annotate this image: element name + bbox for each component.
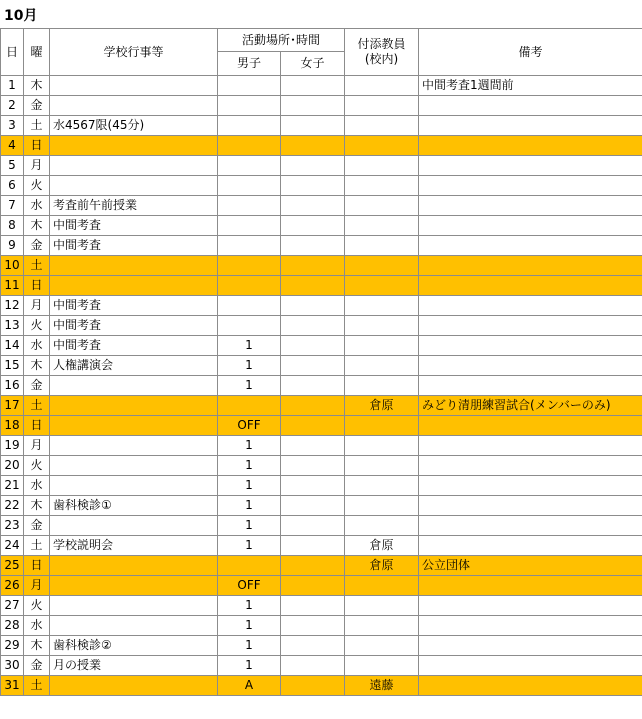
cell-boys[interactable] xyxy=(218,156,281,176)
cell-day[interactable]: 16 xyxy=(1,376,24,396)
cell-event[interactable]: 学校説明会 xyxy=(50,536,218,556)
cell-day[interactable]: 3 xyxy=(1,116,24,136)
cell-note[interactable] xyxy=(419,596,642,616)
cell-event[interactable]: 中間考査 xyxy=(50,236,218,256)
table-row xyxy=(1,656,642,676)
cell-event[interactable]: 歯科検診① xyxy=(50,496,218,516)
table-row xyxy=(1,76,642,96)
cell-boys[interactable] xyxy=(218,316,281,336)
cell-girls[interactable] xyxy=(281,416,345,436)
cell-girls[interactable] xyxy=(281,276,345,296)
cell-boys[interactable] xyxy=(218,96,281,116)
cell-note[interactable]: 中間考査1週間前 xyxy=(419,76,642,96)
cell-girls[interactable] xyxy=(281,496,345,516)
cell-event[interactable]: 水4567限(45分) xyxy=(50,116,218,136)
cell-staff[interactable] xyxy=(345,176,419,196)
cell-staff[interactable]: 倉原 xyxy=(345,556,419,576)
header-notes: 備考 xyxy=(419,29,642,76)
cell-staff[interactable] xyxy=(345,456,419,476)
cell-day[interactable]: 5 xyxy=(1,156,24,176)
cell-boys[interactable]: 1 xyxy=(218,456,281,476)
cell-day[interactable]: 21 xyxy=(1,476,24,496)
cell-staff[interactable]: 遠藤 xyxy=(345,676,419,696)
cell-day[interactable]: 22 xyxy=(1,496,24,516)
cell-girls[interactable] xyxy=(281,136,345,156)
cell-note[interactable] xyxy=(419,476,642,496)
cell-staff[interactable]: 倉原 xyxy=(345,396,419,416)
cell-day[interactable]: 26 xyxy=(1,576,24,596)
cell-note[interactable] xyxy=(419,136,642,156)
cell-day[interactable]: 23 xyxy=(1,516,24,536)
header-boys: 男子 xyxy=(218,52,281,76)
cell-day[interactable]: 30 xyxy=(1,656,24,676)
table-row xyxy=(1,376,642,396)
cell-event[interactable] xyxy=(50,616,218,636)
cell-staff[interactable] xyxy=(345,316,419,336)
table-row xyxy=(1,356,642,376)
cell-event[interactable] xyxy=(50,576,218,596)
table-row xyxy=(1,216,642,236)
cell-day[interactable]: 31 xyxy=(1,676,24,696)
cell-weekday[interactable]: 金 xyxy=(24,376,50,396)
cell-weekday[interactable]: 日 xyxy=(24,556,50,576)
cell-day[interactable]: 14 xyxy=(1,336,24,356)
cell-note[interactable] xyxy=(419,356,642,376)
cell-note[interactable] xyxy=(419,656,642,676)
cell-note[interactable] xyxy=(419,256,642,276)
cell-weekday[interactable]: 水 xyxy=(24,336,50,356)
table-row xyxy=(1,156,642,176)
table-row xyxy=(1,536,642,556)
table-row xyxy=(1,116,642,136)
table-row xyxy=(1,396,642,416)
cell-event[interactable] xyxy=(50,516,218,536)
cell-day[interactable]: 12 xyxy=(1,296,24,316)
table-row xyxy=(1,276,642,296)
cell-staff[interactable] xyxy=(345,336,419,356)
cell-girls[interactable] xyxy=(281,636,345,656)
cell-event[interactable] xyxy=(50,256,218,276)
cell-weekday[interactable]: 金 xyxy=(24,516,50,536)
header-staff-line2: (校内) xyxy=(364,52,399,66)
cell-boys[interactable]: 1 xyxy=(218,356,281,376)
cell-note[interactable] xyxy=(419,436,642,456)
table-row xyxy=(1,556,642,576)
cell-staff[interactable] xyxy=(345,256,419,276)
cell-girls[interactable] xyxy=(281,616,345,636)
cell-note[interactable] xyxy=(419,496,642,516)
cell-staff[interactable]: 倉原 xyxy=(345,536,419,556)
cell-staff[interactable] xyxy=(345,516,419,536)
cell-note[interactable] xyxy=(419,516,642,536)
cell-weekday[interactable]: 木 xyxy=(24,356,50,376)
cell-day[interactable]: 10 xyxy=(1,256,24,276)
cell-event[interactable] xyxy=(50,136,218,156)
table-row xyxy=(1,316,642,336)
cell-day[interactable]: 7 xyxy=(1,196,24,216)
month-title: 10月 xyxy=(4,8,38,24)
cell-event[interactable] xyxy=(50,376,218,396)
cell-staff[interactable] xyxy=(345,116,419,136)
cell-event[interactable]: 中間考査 xyxy=(50,216,218,236)
cell-staff[interactable] xyxy=(345,216,419,236)
cell-event[interactable]: 考査前午前授業 xyxy=(50,196,218,216)
cell-boys[interactable] xyxy=(218,556,281,576)
cell-girls[interactable] xyxy=(281,116,345,136)
cell-day[interactable]: 20 xyxy=(1,456,24,476)
cell-day[interactable]: 27 xyxy=(1,596,24,616)
cell-event[interactable]: 中間考査 xyxy=(50,336,218,356)
cell-staff[interactable] xyxy=(345,616,419,636)
table-row xyxy=(1,436,642,456)
cell-girls[interactable] xyxy=(281,516,345,536)
table-row xyxy=(1,336,642,356)
cell-girls[interactable] xyxy=(281,216,345,236)
cell-note[interactable] xyxy=(419,156,642,176)
cell-event[interactable] xyxy=(50,276,218,296)
cell-boys[interactable] xyxy=(218,76,281,96)
cell-boys[interactable]: 1 xyxy=(218,476,281,496)
cell-girls[interactable] xyxy=(281,656,345,676)
cell-note[interactable]: 公立団体 xyxy=(419,556,642,576)
cell-weekday[interactable]: 月 xyxy=(24,296,50,316)
cell-weekday[interactable]: 月 xyxy=(24,576,50,596)
cell-note[interactable] xyxy=(419,196,642,216)
cell-event[interactable]: 中間考査 xyxy=(50,316,218,336)
cell-event[interactable] xyxy=(50,676,218,696)
cell-note[interactable] xyxy=(419,676,642,696)
cell-weekday[interactable]: 金 xyxy=(24,96,50,116)
cell-event[interactable] xyxy=(50,416,218,436)
cell-girls[interactable] xyxy=(281,176,345,196)
table-row xyxy=(1,96,642,116)
cell-day[interactable]: 18 xyxy=(1,416,24,436)
cell-day[interactable]: 19 xyxy=(1,436,24,456)
cell-event[interactable] xyxy=(50,476,218,496)
cell-event[interactable]: 歯科検診② xyxy=(50,636,218,656)
cell-staff[interactable] xyxy=(345,636,419,656)
cell-event[interactable] xyxy=(50,456,218,476)
cell-staff[interactable] xyxy=(345,156,419,176)
cell-girls[interactable] xyxy=(281,336,345,356)
cell-day[interactable]: 6 xyxy=(1,176,24,196)
cell-staff[interactable] xyxy=(345,296,419,316)
cell-boys[interactable] xyxy=(218,196,281,216)
header-staff xyxy=(345,29,419,76)
cell-staff[interactable] xyxy=(345,596,419,616)
table-row xyxy=(1,636,642,656)
cell-weekday[interactable]: 金 xyxy=(24,236,50,256)
cell-note[interactable] xyxy=(419,116,642,136)
cell-weekday[interactable]: 土 xyxy=(24,676,50,696)
cell-note[interactable] xyxy=(419,576,642,596)
table-row xyxy=(1,296,642,316)
cell-staff[interactable] xyxy=(345,136,419,156)
cell-event[interactable]: 人権講演会 xyxy=(50,356,218,376)
cell-girls[interactable] xyxy=(281,676,345,696)
cell-weekday[interactable]: 日 xyxy=(24,416,50,436)
table-row xyxy=(1,496,642,516)
cell-girls[interactable] xyxy=(281,96,345,116)
table-row xyxy=(1,476,642,496)
cell-day[interactable]: 4 xyxy=(1,136,24,156)
cell-weekday[interactable]: 日 xyxy=(24,136,50,156)
cell-note[interactable] xyxy=(419,336,642,356)
cell-girls[interactable] xyxy=(281,156,345,176)
cell-boys[interactable] xyxy=(218,296,281,316)
cell-staff[interactable] xyxy=(345,356,419,376)
table-row xyxy=(1,456,642,476)
cell-note[interactable] xyxy=(419,176,642,196)
cell-weekday[interactable]: 土 xyxy=(24,536,50,556)
cell-boys[interactable] xyxy=(218,216,281,236)
cell-staff[interactable] xyxy=(345,276,419,296)
cell-weekday[interactable]: 木 xyxy=(24,636,50,656)
cell-staff[interactable] xyxy=(345,416,419,436)
title-row xyxy=(0,0,642,28)
cell-note[interactable] xyxy=(419,276,642,296)
table-row xyxy=(1,176,642,196)
cell-boys[interactable] xyxy=(218,256,281,276)
cell-event[interactable]: 中間考査 xyxy=(50,296,218,316)
cell-boys[interactable]: 1 xyxy=(218,596,281,616)
cell-boys[interactable] xyxy=(218,276,281,296)
cell-boys[interactable]: 1 xyxy=(218,336,281,356)
cell-boys[interactable] xyxy=(218,176,281,196)
cell-girls[interactable] xyxy=(281,476,345,496)
cell-note[interactable] xyxy=(419,296,642,316)
cell-weekday[interactable]: 土 xyxy=(24,256,50,276)
cell-weekday[interactable]: 日 xyxy=(24,276,50,296)
cell-staff[interactable] xyxy=(345,476,419,496)
cell-girls[interactable] xyxy=(281,76,345,96)
cell-boys[interactable]: 1 xyxy=(218,656,281,676)
cell-weekday[interactable]: 金 xyxy=(24,656,50,676)
cell-boys[interactable]: 1 xyxy=(218,516,281,536)
cell-event[interactable] xyxy=(50,156,218,176)
cell-boys[interactable]: 1 xyxy=(218,536,281,556)
cell-event[interactable] xyxy=(50,556,218,576)
cell-day[interactable]: 29 xyxy=(1,636,24,656)
header-weekday: 曜 xyxy=(24,29,50,76)
table-row xyxy=(1,516,642,536)
cell-weekday[interactable]: 火 xyxy=(24,176,50,196)
cell-day[interactable]: 11 xyxy=(1,276,24,296)
cell-boys[interactable] xyxy=(218,236,281,256)
cell-note[interactable] xyxy=(419,376,642,396)
cell-weekday[interactable]: 土 xyxy=(24,396,50,416)
cell-girls[interactable] xyxy=(281,376,345,396)
table-row xyxy=(1,196,642,216)
cell-day[interactable]: 1 xyxy=(1,76,24,96)
cell-boys[interactable]: 1 xyxy=(218,436,281,456)
cell-event[interactable] xyxy=(50,396,218,416)
cell-weekday[interactable]: 水 xyxy=(24,616,50,636)
cell-girls[interactable] xyxy=(281,256,345,276)
cell-boys[interactable]: 1 xyxy=(218,376,281,396)
cell-girls[interactable] xyxy=(281,456,345,476)
cell-weekday[interactable]: 月 xyxy=(24,436,50,456)
cell-day[interactable]: 8 xyxy=(1,216,24,236)
cell-note[interactable] xyxy=(419,536,642,556)
cell-staff[interactable] xyxy=(345,496,419,516)
table-body xyxy=(1,76,642,696)
cell-boys[interactable]: 1 xyxy=(218,616,281,636)
cell-boys[interactable]: A xyxy=(218,676,281,696)
cell-boys[interactable]: OFF xyxy=(218,416,281,436)
cell-girls[interactable] xyxy=(281,236,345,256)
cell-note[interactable] xyxy=(419,456,642,476)
cell-boys[interactable]: 1 xyxy=(218,636,281,656)
cell-event[interactable] xyxy=(50,436,218,456)
cell-girls[interactable] xyxy=(281,576,345,596)
cell-girls[interactable] xyxy=(281,596,345,616)
cell-note[interactable] xyxy=(419,616,642,636)
cell-girls[interactable] xyxy=(281,396,345,416)
cell-note[interactable] xyxy=(419,216,642,236)
table-row xyxy=(1,676,642,696)
cell-event[interactable] xyxy=(50,76,218,96)
cell-weekday[interactable]: 土 xyxy=(24,116,50,136)
cell-staff[interactable] xyxy=(345,576,419,596)
cell-day[interactable]: 15 xyxy=(1,356,24,376)
cell-weekday[interactable]: 火 xyxy=(24,316,50,336)
cell-girls[interactable] xyxy=(281,436,345,456)
cell-day[interactable]: 28 xyxy=(1,616,24,636)
cell-boys[interactable] xyxy=(218,116,281,136)
cell-boys[interactable] xyxy=(218,136,281,156)
cell-girls[interactable] xyxy=(281,196,345,216)
cell-day[interactable]: 24 xyxy=(1,536,24,556)
cell-note[interactable] xyxy=(419,416,642,436)
cell-staff[interactable] xyxy=(345,76,419,96)
cell-event[interactable]: 月の授業 xyxy=(50,656,218,676)
header-activity: 活動場所･時間 xyxy=(218,29,345,52)
cell-event[interactable] xyxy=(50,176,218,196)
cell-weekday[interactable]: 月 xyxy=(24,156,50,176)
cell-boys[interactable]: OFF xyxy=(218,576,281,596)
cell-staff[interactable] xyxy=(345,436,419,456)
cell-boys[interactable] xyxy=(218,396,281,416)
cell-event[interactable] xyxy=(50,96,218,116)
cell-girls[interactable] xyxy=(281,556,345,576)
cell-weekday[interactable]: 火 xyxy=(24,596,50,616)
cell-event[interactable] xyxy=(50,596,218,616)
cell-day[interactable]: 17 xyxy=(1,396,24,416)
table-row xyxy=(1,576,642,596)
cell-staff[interactable] xyxy=(345,656,419,676)
cell-note[interactable] xyxy=(419,96,642,116)
cell-day[interactable]: 2 xyxy=(1,96,24,116)
cell-staff[interactable] xyxy=(345,96,419,116)
cell-staff[interactable] xyxy=(345,376,419,396)
header-event: 学校行事等 xyxy=(50,29,218,76)
table-row xyxy=(1,236,642,256)
cell-weekday[interactable]: 水 xyxy=(24,196,50,216)
cell-weekday[interactable]: 火 xyxy=(24,456,50,476)
table-header xyxy=(1,29,642,76)
cell-weekday[interactable]: 木 xyxy=(24,76,50,96)
table-row xyxy=(1,136,642,156)
table-row xyxy=(1,596,642,616)
cell-girls[interactable] xyxy=(281,316,345,336)
table-row xyxy=(1,256,642,276)
cell-day[interactable]: 25 xyxy=(1,556,24,576)
cell-girls[interactable] xyxy=(281,536,345,556)
cell-staff[interactable] xyxy=(345,196,419,216)
table-row xyxy=(1,616,642,636)
cell-note[interactable] xyxy=(419,236,642,256)
header-staff-line1: 付添教員 xyxy=(357,37,406,51)
cell-weekday[interactable]: 水 xyxy=(24,476,50,496)
cell-note[interactable] xyxy=(419,316,642,336)
cell-day[interactable]: 13 xyxy=(1,316,24,336)
schedule-table xyxy=(0,28,642,696)
cell-day[interactable]: 9 xyxy=(1,236,24,256)
cell-weekday[interactable]: 木 xyxy=(24,216,50,236)
table-row xyxy=(1,416,642,436)
header-girls: 女子 xyxy=(281,52,345,76)
cell-girls[interactable] xyxy=(281,356,345,376)
cell-note[interactable] xyxy=(419,636,642,656)
cell-boys[interactable]: 1 xyxy=(218,496,281,516)
cell-note[interactable]: みどり清朋練習試合(メンバーのみ) xyxy=(419,396,642,416)
cell-girls[interactable] xyxy=(281,296,345,316)
header-day: 日 xyxy=(1,29,24,76)
cell-staff[interactable] xyxy=(345,236,419,256)
cell-weekday[interactable]: 木 xyxy=(24,496,50,516)
